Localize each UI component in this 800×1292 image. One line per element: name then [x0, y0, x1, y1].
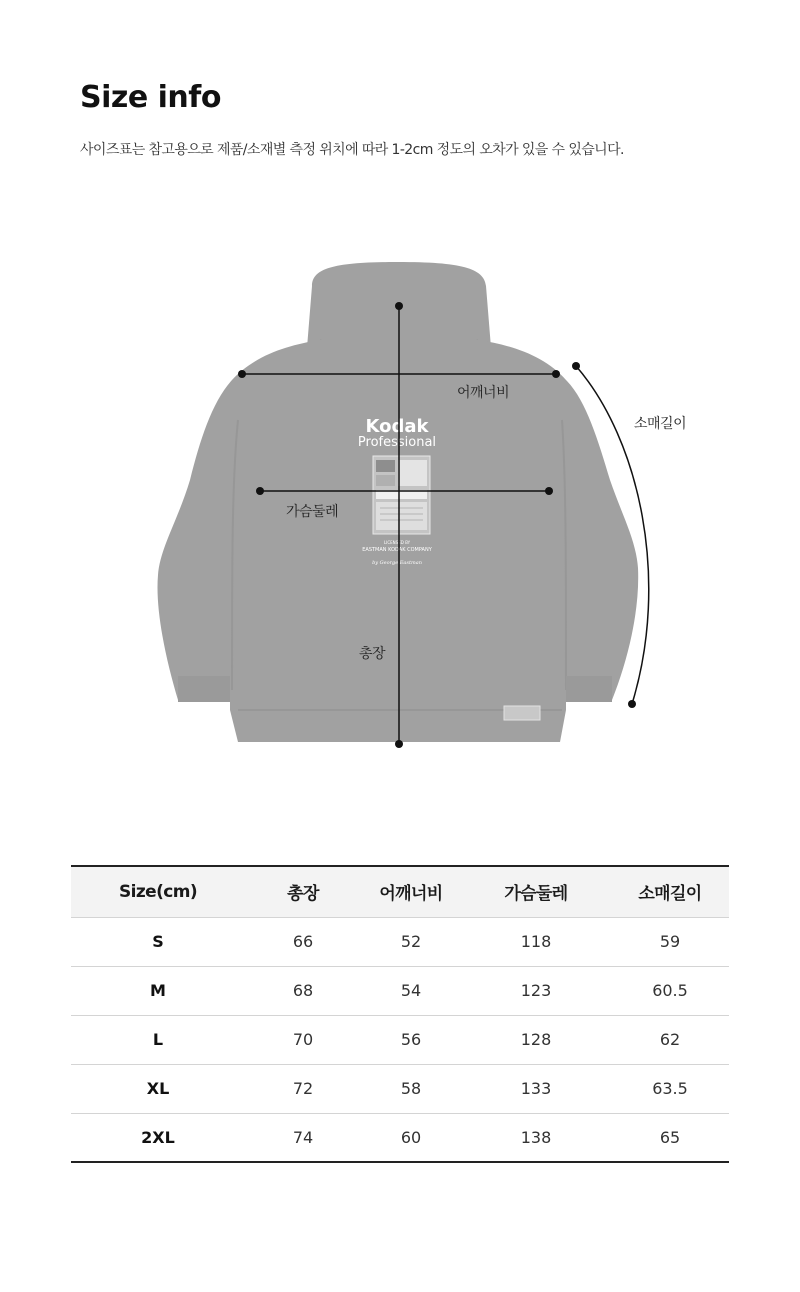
print-signature: by George Eastman [372, 560, 422, 566]
chest-point-right [545, 487, 553, 495]
length-cell: 68 [245, 966, 361, 1015]
page-title: Size info [80, 80, 221, 115]
header-size: Size(cm) [71, 866, 245, 917]
header-chest: 가슴둘레 [461, 866, 611, 917]
size-cell: L [71, 1015, 245, 1064]
print-brand: Kodak [365, 416, 429, 437]
table-row [71, 1113, 729, 1162]
size-cell: M [71, 966, 245, 1015]
size-cell: XL [71, 1064, 245, 1113]
sleeve-cell: 59 [611, 917, 729, 966]
length-label: 총장 [359, 646, 386, 662]
chest-cell: 133 [461, 1064, 611, 1113]
length-cell: 72 [245, 1064, 361, 1113]
chest-cell: 138 [461, 1113, 611, 1162]
header-length: 총장 [245, 866, 361, 917]
sleeve-cell: 60.5 [611, 966, 729, 1015]
hoodie-illustration [158, 262, 639, 742]
size-table [71, 865, 729, 1163]
print-film-box [373, 456, 430, 534]
shoulder-cell: 54 [361, 966, 461, 1015]
table-row [71, 1064, 729, 1113]
size-cell: S [71, 917, 245, 966]
table-row [71, 966, 729, 1015]
sleeve-label: 소매길이 [634, 416, 687, 432]
table-row [71, 917, 729, 966]
print-license-1: LICENSED BY [383, 540, 411, 545]
length-point-bottom [395, 740, 403, 748]
chest-cell: 118 [461, 917, 611, 966]
table-row [71, 1015, 729, 1064]
length-cell: 66 [245, 917, 361, 966]
chest-label: 가슴둘레 [286, 504, 339, 520]
shoulder-cell: 56 [361, 1015, 461, 1064]
header-sleeve: 소매길이 [611, 866, 729, 917]
sleeve-point-bottom [628, 700, 636, 708]
shoulder-label: 어깨너비 [457, 385, 510, 401]
chest-point-left [256, 487, 264, 495]
shoulder-cell: 58 [361, 1064, 461, 1113]
size-table-header [71, 866, 729, 917]
length-cell: 70 [245, 1015, 361, 1064]
sleeve-cell: 63.5 [611, 1064, 729, 1113]
sleeve-point-top [572, 362, 580, 370]
shoulder-point-right [552, 370, 560, 378]
header-shoulder: 어깨너비 [361, 866, 461, 917]
size-cell: 2XL [71, 1113, 245, 1162]
print-brand-sub: Professional [357, 435, 437, 450]
length-cell: 74 [245, 1113, 361, 1162]
shoulder-cell: 52 [361, 917, 461, 966]
length-point-top [395, 302, 403, 310]
shoulder-point-left [238, 370, 246, 378]
size-disclaimer: 사이즈표는 참고용으로 제품/소재별 측정 위치에 따라 1-2cm 정도의 오차가 있을 수 있습니다. [80, 142, 624, 158]
sleeve-cell: 65 [611, 1113, 729, 1162]
hem-label-patch [504, 706, 540, 720]
shoulder-cell: 60 [361, 1113, 461, 1162]
chest-cell: 123 [461, 966, 611, 1015]
print-license-2: EASTMAN KODAK COMPANY [362, 547, 432, 553]
sleeve-cell: 62 [611, 1015, 729, 1064]
chest-cell: 128 [461, 1015, 611, 1064]
